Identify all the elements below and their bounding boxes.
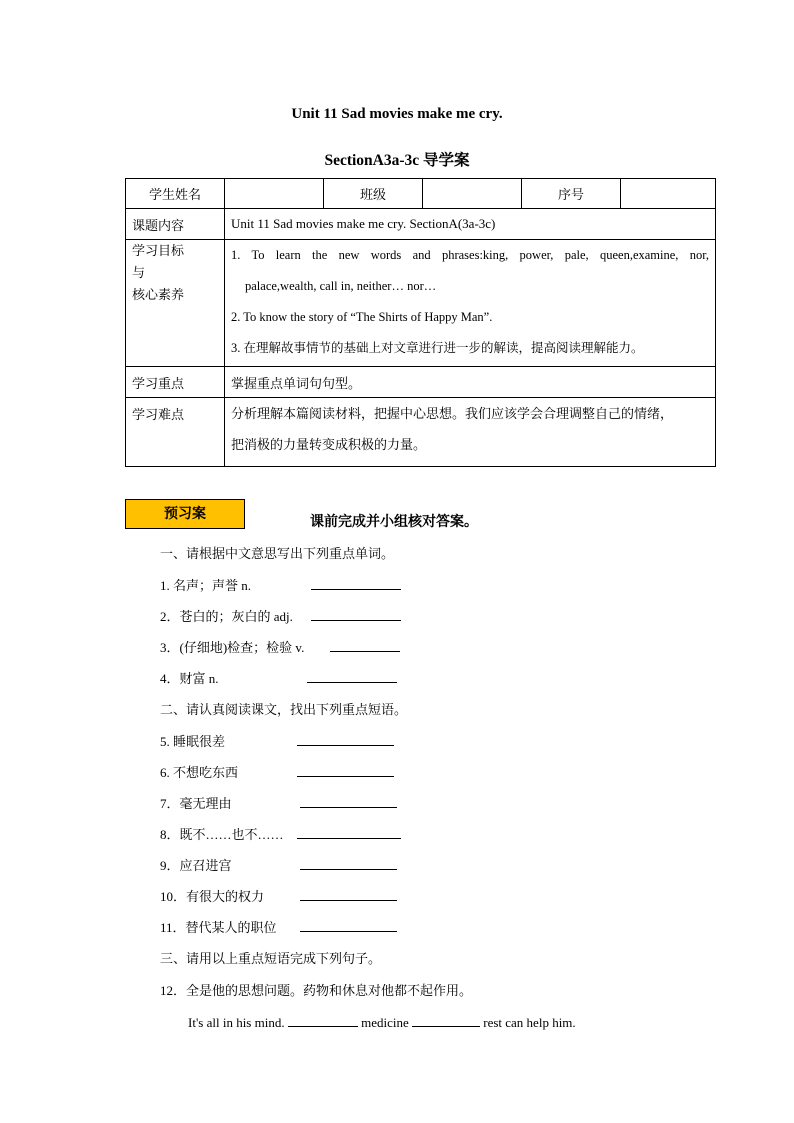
question-text: 1. 名声；声誉 n. [160, 578, 252, 593]
class-field[interactable] [423, 179, 522, 209]
question-item [160, 606, 293, 625]
answer-blank[interactable] [300, 917, 397, 932]
table-row [126, 240, 716, 367]
answer-blank[interactable] [300, 886, 397, 901]
table-row [126, 398, 716, 467]
section-heading: 一、请根据中文意思写出下列重点单词。 [160, 546, 395, 561]
question-item: 5. 睡眠很差 [160, 734, 226, 749]
student-name-label: 学生姓名 [126, 179, 225, 209]
goal-content [225, 240, 716, 367]
seat-label: 序号 [522, 179, 621, 209]
sentence-part: rest can help him. [483, 1015, 576, 1030]
topic-label: 课题内容 [126, 209, 225, 240]
diff-line: 把消极的力量转变成积极的力量。 [231, 437, 427, 452]
answer-blank[interactable] [311, 575, 401, 590]
goal-label [126, 240, 225, 367]
goal-label-line: 学习目标 [132, 243, 185, 258]
preview-note: 课前完成并小组核对答案。 [310, 514, 478, 530]
key-value: 掌握重点单词句句型。 [225, 367, 716, 398]
question-item: 12．全是他的思想问题。药物和休息对他都不起作用。 [160, 983, 473, 998]
page-subtitle: SectionA3a-3c 导学案 [324, 152, 470, 169]
answer-blank[interactable] [300, 855, 397, 870]
section-heading: 二、请认真阅读课文，找出下列重点短语。 [160, 702, 408, 717]
answer-blank[interactable] [297, 762, 394, 777]
question-item: 6. 不想吃东西 [160, 765, 239, 780]
answer-blank[interactable] [311, 606, 401, 621]
goal-item: 1. To learn the new words and phrases:king, power, pale, queen,examine, nor, [231, 248, 709, 262]
section-heading: 三、请用以上重点短语完成下列句子。 [160, 951, 382, 966]
goal-label-line: 核心素养 [132, 287, 185, 302]
answer-blank[interactable] [288, 1012, 358, 1027]
page-title: Unit 11 Sad movies make me cry. [291, 106, 503, 122]
question-item: 7．毫无理由 [160, 796, 232, 811]
goal-item: 2. To know the story of “The Shirts of Happy Man”. [231, 310, 493, 324]
table-row [126, 209, 716, 240]
question-item [160, 668, 219, 687]
goal-item: palace,wealth, call in, neither… nor… [245, 279, 437, 293]
sentence-part: medicine [361, 1015, 409, 1030]
question-item [160, 637, 304, 656]
table-row [126, 367, 716, 398]
table-row [126, 179, 716, 209]
answer-blank[interactable] [297, 824, 401, 839]
answer-blank[interactable] [412, 1012, 480, 1027]
question-item: 11．替代某人的职位 [160, 920, 277, 935]
goal-label-line: 与 [132, 265, 146, 280]
student-name-field[interactable] [225, 179, 324, 209]
info-table [125, 178, 716, 467]
question-item [160, 575, 251, 594]
question-item: 9．应召进宫 [160, 858, 232, 873]
answer-blank[interactable] [300, 793, 397, 808]
seat-field[interactable] [621, 179, 716, 209]
question-item: 8．既不……也不…… [160, 827, 284, 842]
diff-line: 分析理解本篇阅读材料，把握中心思想。我们应该学会合理调整自己的情绪， [231, 406, 674, 421]
topic-value: Unit 11 Sad movies make me cry. SectionA(3a-3c) [225, 209, 716, 240]
class-label: 班级 [324, 179, 423, 209]
key-label: 学习重点 [126, 367, 225, 398]
diff-content [225, 398, 716, 467]
sentence-part: It's all in his mind. [188, 1015, 285, 1030]
question-text: 2．苍白的；灰白的 adj. [160, 609, 293, 624]
diff-label: 学习难点 [126, 398, 225, 467]
goal-item: 3. 在理解故事情节的基础上对文章进行进一步的解读，提高阅读理解能力。 [231, 341, 644, 355]
answer-blank[interactable] [307, 668, 397, 683]
question-text: 4．财富 n. [160, 671, 219, 686]
answer-blank[interactable] [330, 637, 400, 652]
question-text: 3．(仔细地)检查；检验 v. [160, 640, 305, 655]
preview-tag: 预习案 [125, 499, 245, 529]
answer-blank[interactable] [297, 731, 394, 746]
sentence-line [188, 1012, 576, 1031]
question-item: 10．有很大的权力 [160, 889, 265, 904]
